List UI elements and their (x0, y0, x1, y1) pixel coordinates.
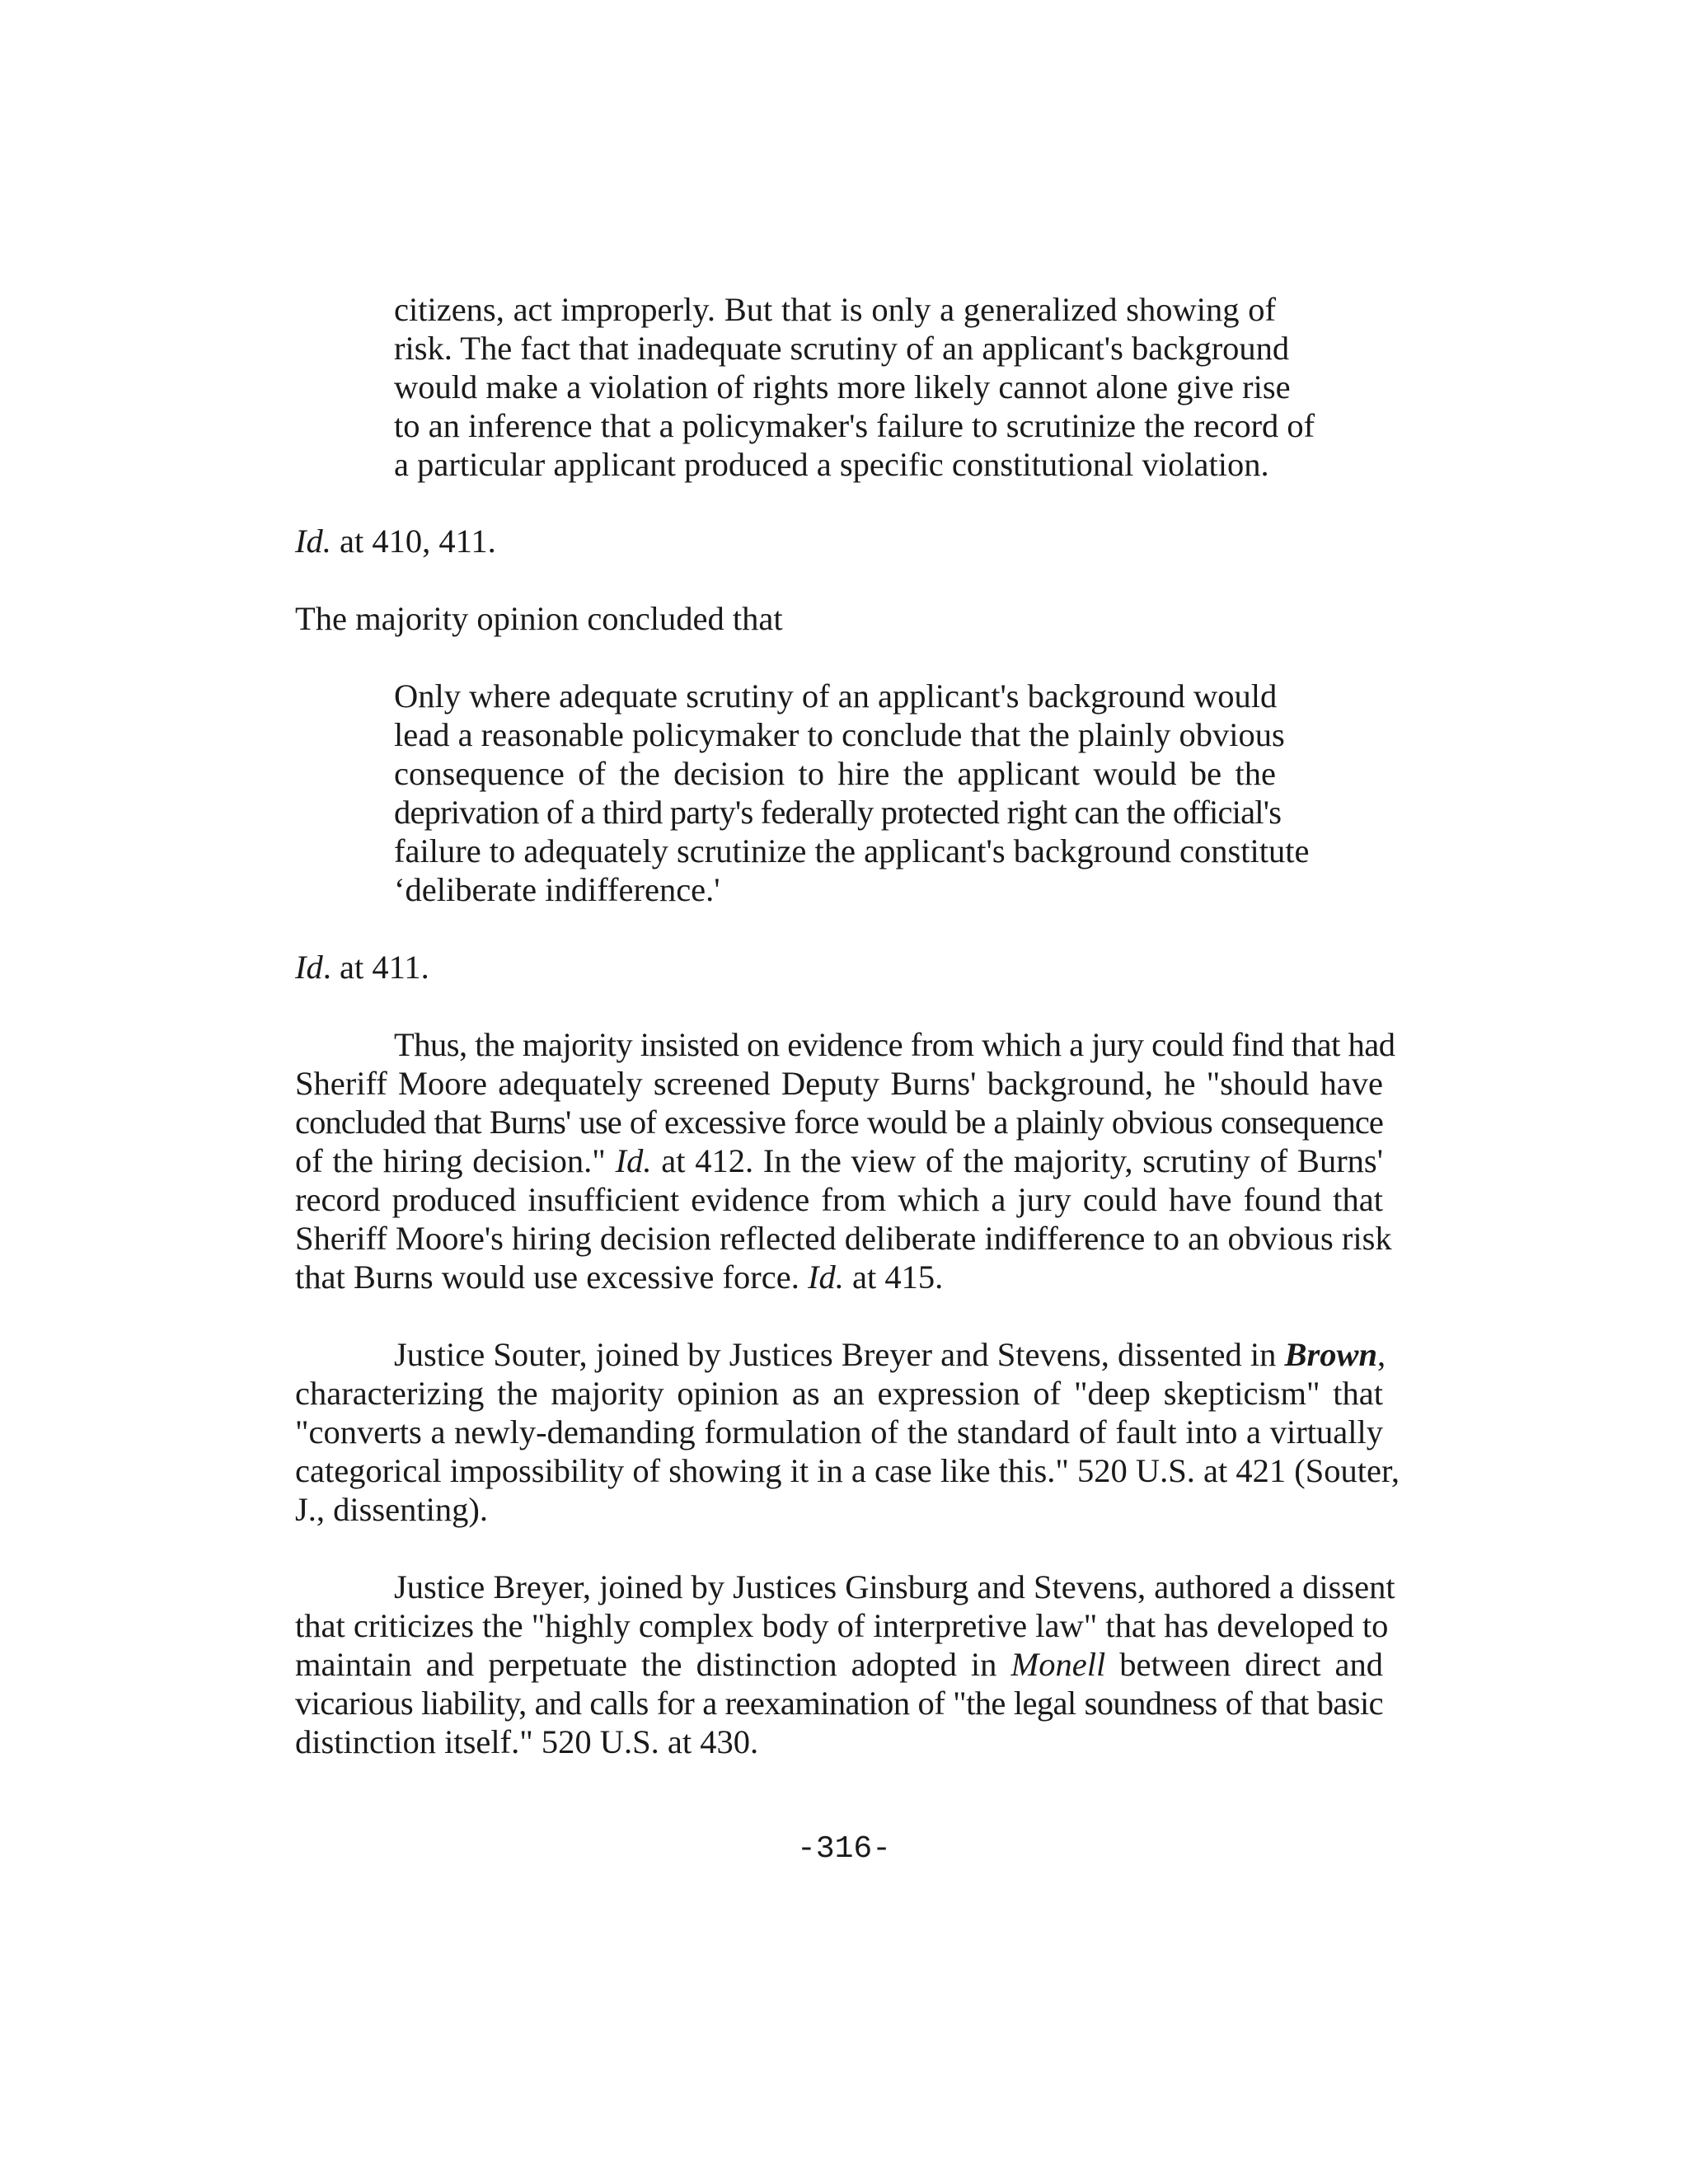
quote-line: lead a reasonable policymaker to conclude that the plainly obvious (394, 716, 1285, 753)
paragraph-line: J., dissenting). (295, 1491, 489, 1528)
citation-id: Id. (615, 1142, 652, 1179)
paragraph-line: "converts a newly-demanding formulation of the standard of fault into a virtually (295, 1413, 1383, 1451)
page-number: -316- (796, 1831, 892, 1867)
paragraph-line (295, 1258, 1383, 1296)
text-run: at 412. In the view of the majority, scrutiny of Burns' (651, 1142, 1383, 1179)
paragraph-line (295, 1335, 1386, 1374)
citation-id: Id (295, 949, 323, 986)
paragraph-line: that criticizes the "highly complex body of interpretive law" that has developed to (295, 1607, 1389, 1644)
citation-2 (295, 948, 429, 987)
quote-line: Only where adequate scrutiny of an applicant's background would (394, 677, 1278, 715)
citation-pages: at 410, 411. (331, 523, 496, 560)
paragraph-breyer-dissent (295, 1568, 1395, 1761)
text-run: that Burns would use excessive force. (295, 1258, 808, 1296)
paragraph-line: distinction itself." 520 U.S. at 430. (295, 1723, 759, 1760)
block-quote-2 (394, 677, 1310, 909)
paragraph-line: concluded that Burns' use of excessive force would be a plainly obvious consequence (295, 1104, 1383, 1141)
paragraph-line: vicarious liability, and calls for a reexamination of "the legal soundness of that basic (295, 1685, 1383, 1722)
paragraph-line: Justice Breyer, joined by Justices Ginsburg and Stevens, authored a dissent (394, 1568, 1395, 1605)
paragraph-line: Sheriff Moore's hiring decision reflected deliberate indifference to an obvious risk (295, 1220, 1392, 1257)
paragraph-line (295, 1645, 1383, 1684)
text-run: between direct and (1105, 1646, 1383, 1683)
text-run: Justice Souter, joined by Justices Breyer and Stevens, dissented in (394, 1336, 1285, 1373)
paragraph-line (295, 1141, 1383, 1180)
text-run: maintain and perpetuate the distinction adopted in (295, 1646, 1011, 1683)
intro-line: The majority opinion concluded that (295, 600, 783, 637)
quote-line: to an inference that a policymaker's failure to scrutinize the record of (394, 407, 1315, 444)
text-run: at 415. (843, 1258, 944, 1296)
citation-pages: . at 411. (322, 949, 429, 986)
block-quote-1 (394, 290, 1315, 484)
quote-line: failure to adequately scrutinize the applicant's background constitute (394, 832, 1310, 869)
citation-id: Id. (807, 1258, 844, 1296)
quote-line: deprivation of a third party's federally protected right can the official's (394, 794, 1282, 831)
quote-line: ‘deliberate indifference.' (394, 871, 720, 908)
paragraph-line: Thus, the majority insisted on evidence from which a jury could find that had (394, 1026, 1395, 1063)
citation-1 (295, 522, 496, 560)
citation-id: Id. (295, 523, 331, 560)
quote-line: consequence of the decision to hire the applicant would be the (394, 755, 1276, 792)
paragraph-souter-dissent (295, 1335, 1400, 1529)
quote-line: citizens, act improperly. But that is only a generalized showing of (394, 291, 1276, 328)
paragraph-line: characterizing the majority opinion as an expression of "deep skepticism" that (295, 1375, 1383, 1412)
quote-line: risk. The fact that inadequate scrutiny of an applicant's background (394, 330, 1290, 367)
paragraph-majority (295, 1025, 1395, 1296)
quote-line: a particular applicant produced a specific constitutional violation. (394, 446, 1269, 483)
paragraph-line: record produced insufficient evidence from which a jury could have found that (295, 1181, 1383, 1218)
paragraph-line: categorical impossibility of showing it in a case like this." 520 U.S. at 421 (Souter, (295, 1452, 1400, 1489)
case-name: Monell (1010, 1646, 1106, 1683)
case-name: Brown (1284, 1336, 1378, 1373)
text-run: of the hiring decision." (295, 1142, 616, 1179)
quote-line: would make a violation of rights more likely cannot alone give rise (394, 368, 1291, 405)
paragraph-line: Sheriff Moore adequately screened Deputy Burns' background, he "should have (295, 1065, 1383, 1102)
text-run: , (1377, 1336, 1386, 1373)
